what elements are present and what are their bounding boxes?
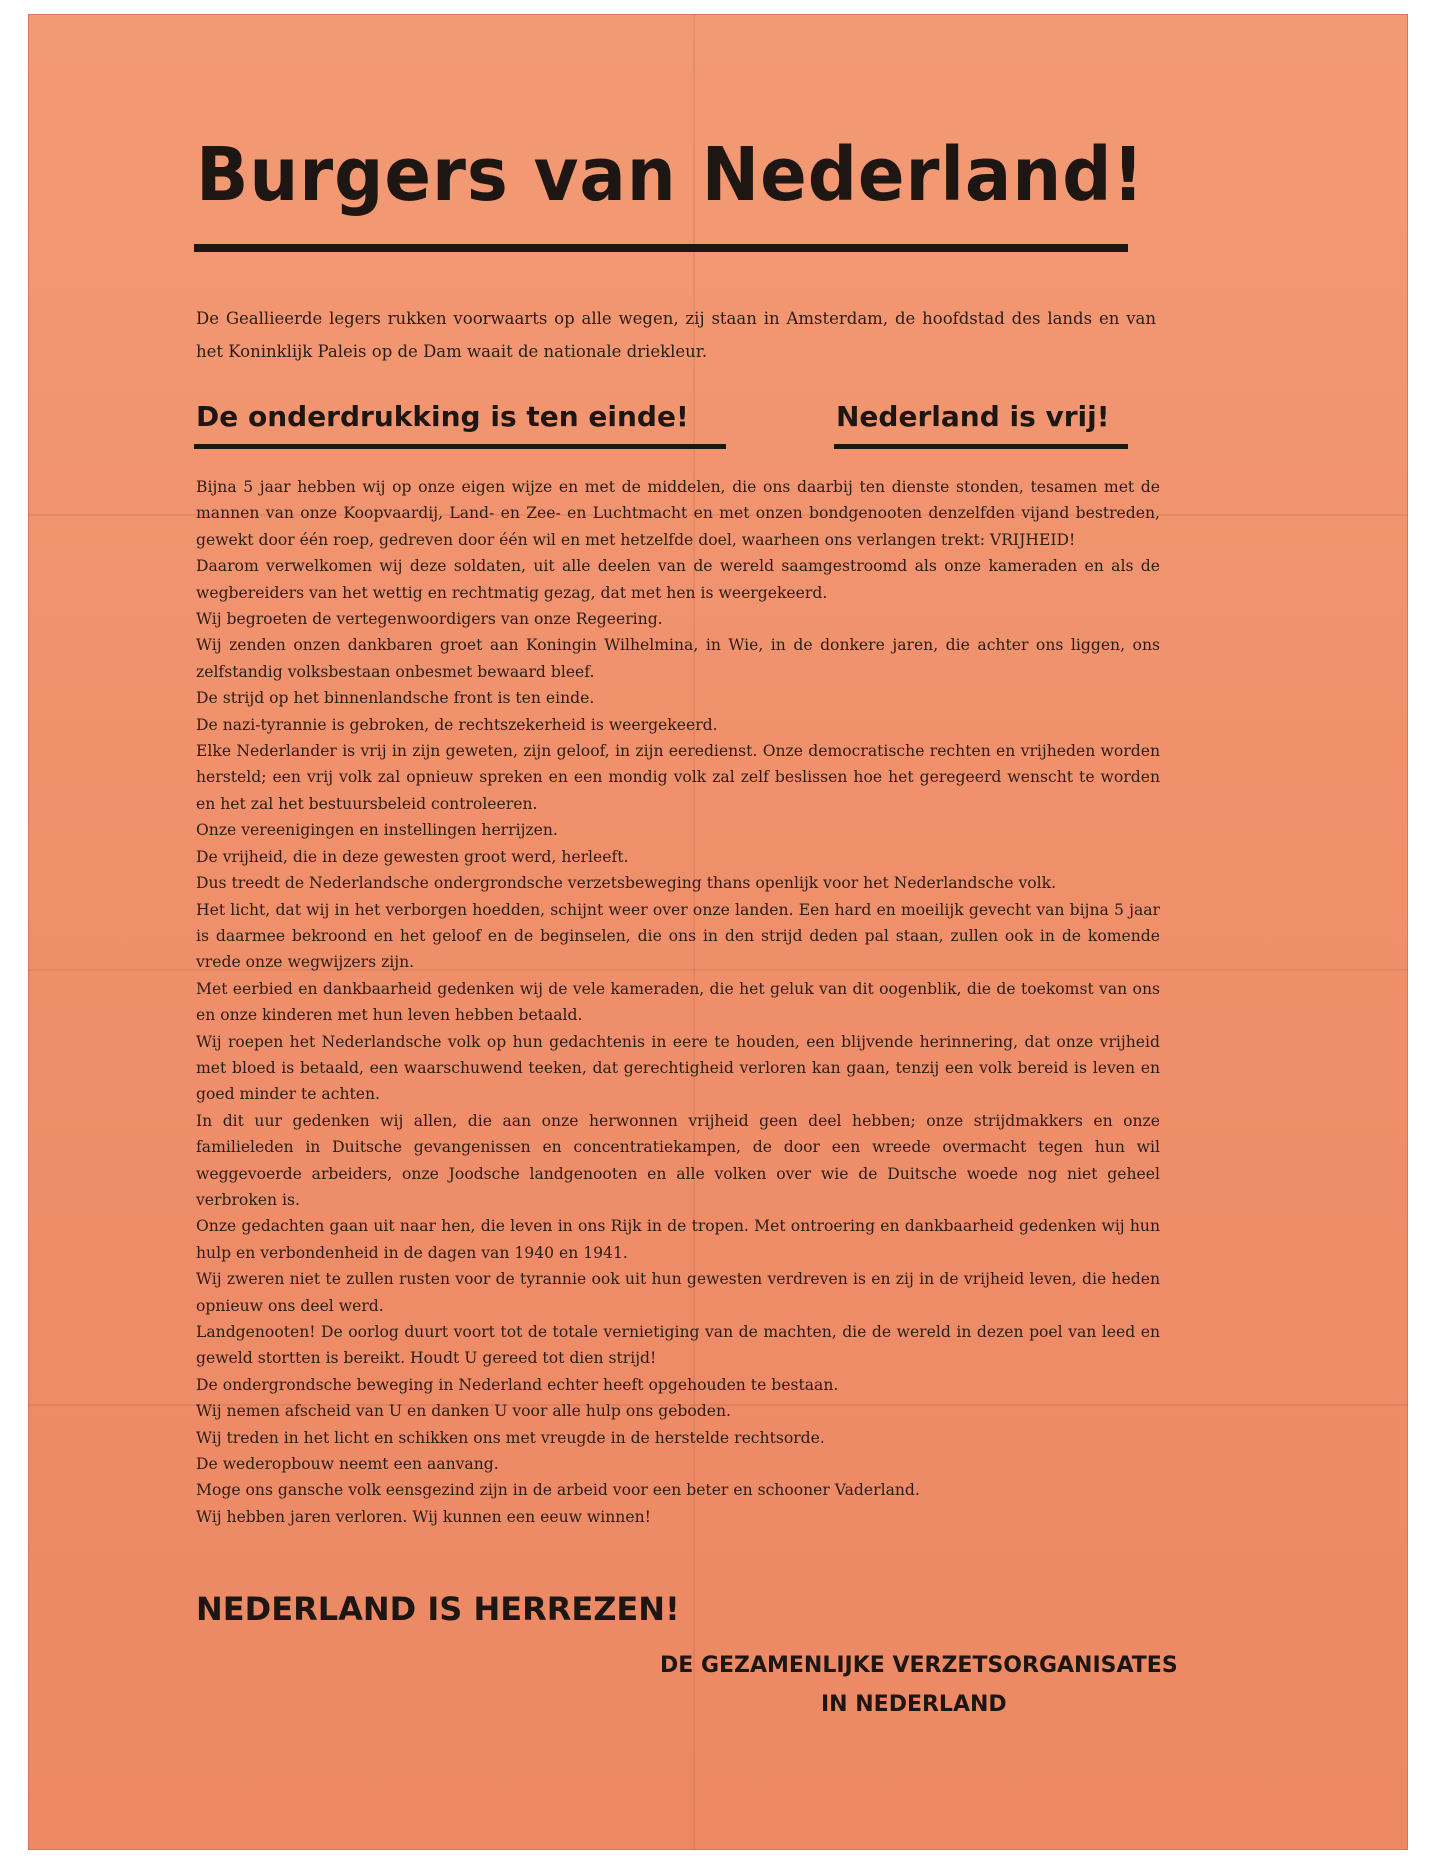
proclamation-body — [196, 474, 1160, 1530]
body-paragraph: Wij begroeten de vertegenwoordigers van onze Regeering. — [196, 610, 663, 629]
intro-paragraph: De Geallieerde legers rukken voorwaarts op alle wegen, zij staan in Amsterdam, de hoofdstad des lands en van het Koninklijk Paleis op de Dam waait de nationale driekleur. — [196, 309, 1156, 361]
body-paragraph: Elke Nederlander is vrij in zijn geweten, zijn geloof, in zijn eeredienst. Onze democratische rechten en vrijheden worden hersteld; een vrij volk zal opnieuw spreken en een mondig volk zal zelf beslissen hoe het geregeerd wenscht te worden en het zal het bestuursbeleid controleeren. — [196, 742, 1160, 813]
body-paragraph: Wij nemen afscheid van U en danken U voor alle hulp ons geboden. — [196, 1402, 731, 1421]
subheading-right: Nederland is vrij! — [836, 400, 1110, 433]
body-paragraph: Onze vereenigingen en instellingen herrijzen. — [196, 821, 558, 840]
subheading-right-underline — [834, 444, 1128, 449]
body-paragraph: De wederopbouw neemt een aanvang. — [196, 1455, 499, 1474]
body-paragraph: Het licht, dat wij in het verborgen hoedden, schijnt weer over onze landen. Een hard en moeilijk gevecht van bijna 5 jaar is daarmee bekroond en het geloof en de beginselen, die ons in den strijd deden pal staan, zullen ook in de komende vrede onze wegwijzers zijn. — [196, 900, 1160, 972]
body-paragraph: De nazi-tyrannie is gebroken, de rechtszekerheid is weergekeerd. — [196, 715, 718, 734]
title-underline — [194, 244, 1128, 252]
body-paragraph: In dit uur gedenken wij allen, die aan onze herwonnen vrijheid geen deel hebben; onze strijdmakkers en onze familieleden in Duitsche gevangenissen en concentratiekampen, de door een wreede overmacht tegen hun wil weggevoerde arbeiders, onze Joodsche landgenooten en alle volken over wie de Duitsche woede nog niet geheel verbroken is. — [196, 1111, 1160, 1209]
signature-line-2: IN NEDERLAND — [821, 1692, 1007, 1717]
body-paragraph: Bijna 5 jaar hebben wij op onze eigen wijze en met de middelen, die ons daarbij ten dienste stonden, tesamen met de mannen van onze Koopvaardij, Land- en Zee- en Luchtmacht en met onzen bondgenooten denzelfden vijand bestreden, gewekt door één roep, gedreven door één wil en met hetzelfde doel, waarheen ons verlangen trekt: VRIJHEID! — [196, 478, 1160, 549]
body-paragraph: De vrijheid, die in deze gewesten groot werd, herleeft. — [196, 847, 629, 866]
body-paragraph: Landgenooten! De oorlog duurt voort tot de totale vernietiging van de machten, die de wereld in dezen poel van leed en geweld stortten is bereikt. Houdt U gereed tot dien strijd! — [196, 1323, 1160, 1368]
body-paragraph: Wij treden in het licht en schikken ons met vreugde in de herstelde rechtsorde. — [196, 1428, 825, 1447]
subheading-left-underline — [194, 444, 726, 449]
body-paragraph: Moge ons gansche volk eensgezind zijn in de arbeid voor een beter en schooner Vaderland. — [196, 1481, 920, 1500]
body-paragraph: Wij zenden onzen dankbaren groet aan Koningin Wilhelmina, in Wie, in de donkere jaren, die achter ons liggen, ons zelfstandig volksbestaan onbesmet bewaard bleef. — [196, 636, 1160, 681]
signature-line-1: DE GEZAMENLIJKE VERZETSORGANISATES — [660, 1653, 1178, 1678]
body-paragraph: De strijd op het binnenlandsche front is ten einde. — [196, 689, 595, 708]
closing-slogan: NEDERLAND IS HERREZEN! — [196, 1590, 680, 1628]
body-paragraph: Dus treedt de Nederlandsche ondergrondsche verzetsbeweging thans openlijk voor het Nederlandsche volk. — [196, 874, 1057, 893]
body-paragraph: Onze gedachten gaan uit naar hen, die leven in ons Rijk in de tropen. Met ontroering en dankbaarheid gedenken wij hun hulp en verbondenheid in de dagen van 1940 en 1941. — [196, 1217, 1160, 1262]
body-paragraph: Met eerbied en dankbaarheid gedenken wij de vele kameraden, die het geluk van dit oogenblik, die de toekomst van ons en onze kinderen met hun leven hebben betaald. — [196, 979, 1160, 1025]
poster-title: Burgers van Nederland! — [196, 132, 1145, 218]
body-paragraph: Wij roepen het Nederlandsche volk op hun gedachtenis in eere te houden, een blijvende herinnering, dat onze vrijheid met bloed is betaald, een waarschuwend teeken, dat gerechtigheid verloren kan gaan, tenzij een volk bereid is leven en goed minder te achten. — [196, 1032, 1160, 1104]
subheading-left: De onderdrukking is ten einde! — [196, 400, 689, 433]
body-paragraph: Daarom verwelkomen wij deze soldaten, uit alle deelen van de wereld saamgestroomd als onze kameraden en als de wegbereiders van het wettig en rechtmatig gezag, dat met hen is weergekeerd. — [196, 557, 1160, 602]
body-paragraph: De ondergrondsche beweging in Nederland echter heeft opgehouden te bestaan. — [196, 1375, 839, 1394]
body-paragraph: Wij hebben jaren verloren. Wij kunnen een eeuw winnen! — [196, 1507, 651, 1526]
body-paragraph: Wij zweren niet te zullen rusten voor de tyrannie ook uit hun gewesten verdreven is en zij in de vrijheid leven, die heden opnieuw ons deel werd. — [196, 1270, 1160, 1315]
